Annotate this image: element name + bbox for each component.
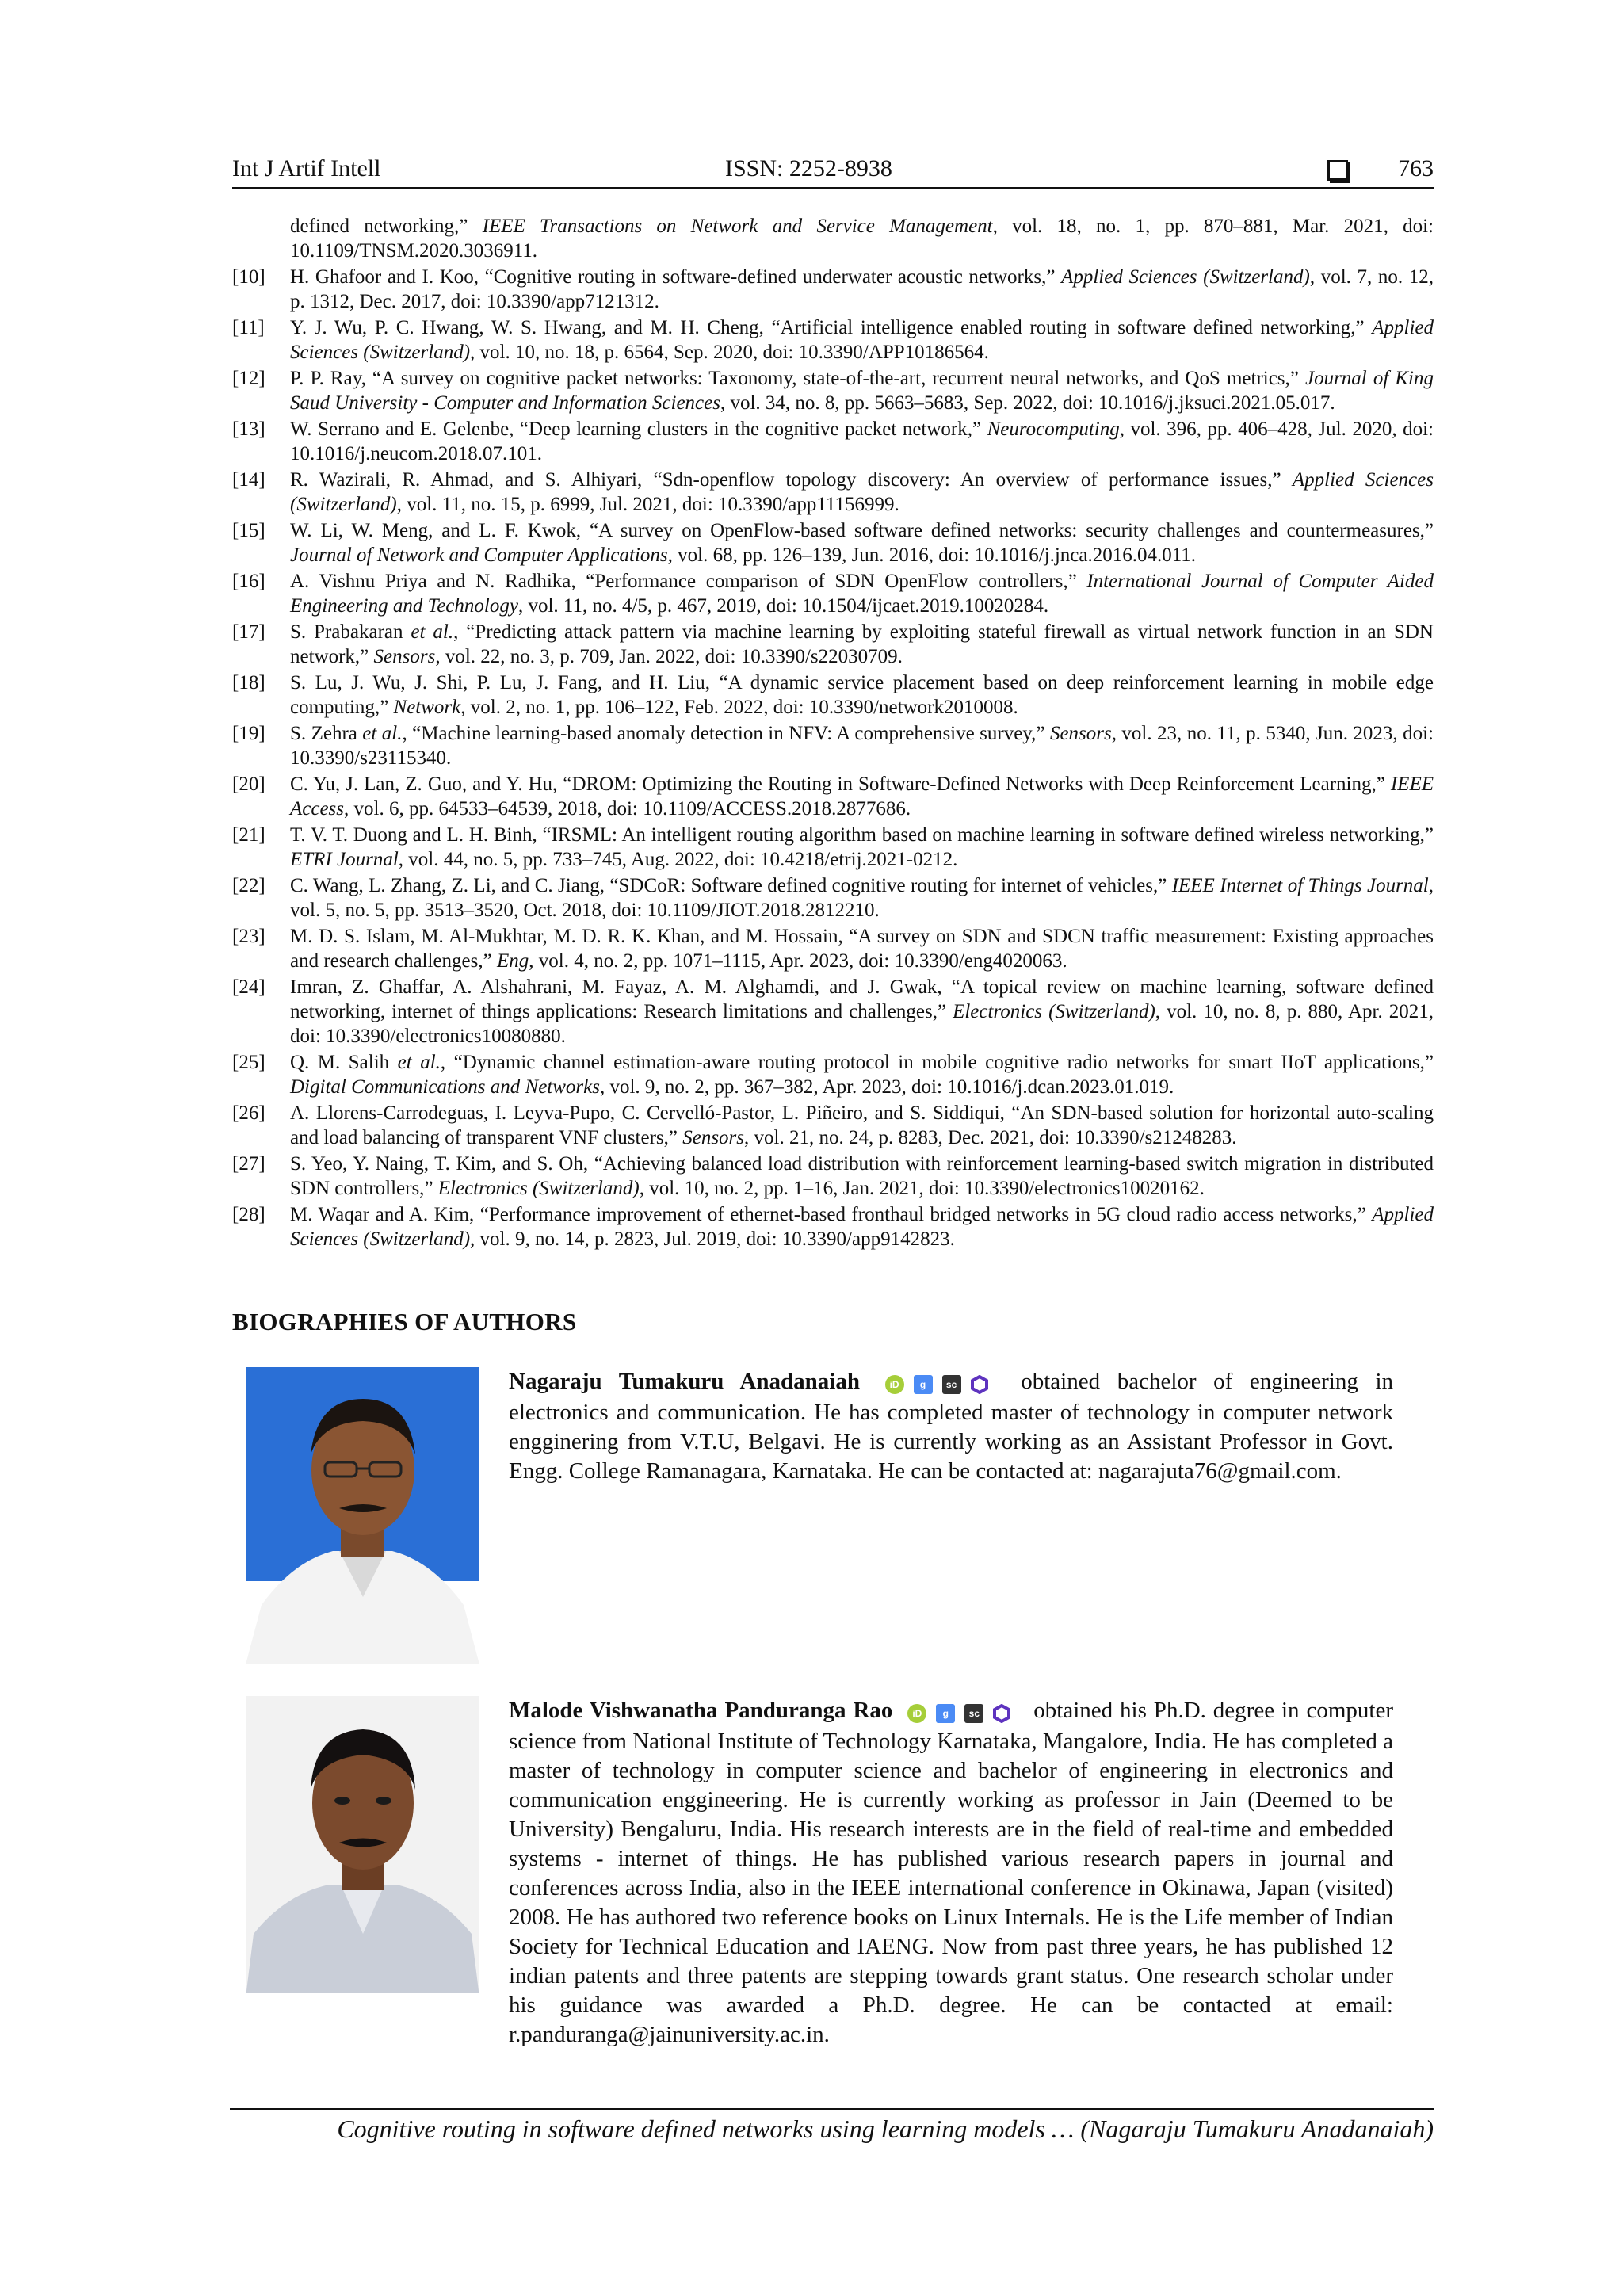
reference-text: S. Lu, J. Wu, J. Shi, P. Lu, J. Fang, and H. Liu, “A dynamic service placement based on deep reinforcement learning in mobile edge computing,” Network, vol. 2, no. 1, pp. 106–122, Feb. 2022, doi: 10.3390/network2010008. — [290, 672, 1434, 718]
reference-item — [232, 315, 1434, 365]
reference-text: T. V. T. Duong and L. H. Binh, “IRSML: An intelligent routing algorithm based on machine learning in software defined wireless networking,” ETRI Journal, vol. 44, no. 5, pp. 733–745, Aug. 2022, doi: 10.4218/etrij.2021-0212. — [290, 824, 1434, 870]
reference-text: P. P. Ray, “A survey on cognitive packet networks: Taxonomy, state-of-the-art, recurrent neural networks, and QoS metrics,” Journal of King Saud University - Computer and Information Sciences, vol. 34, no. 8, pp. 5663–5683, Sep. 2022, doi: 10.1016/j.jksuci.2021.05.017. — [290, 368, 1434, 414]
author-bio-text-1: obtained bachelor of engineering in electronics and communication. He has completed master of technology in computer network engginering from V.T.U, Belgavi. He is currently working as an Assistant Professor in Govt. Engg. College Ramanagara, Karnataka. He can be contacted at: nagarajuta76@gmail.com. — [509, 1369, 1393, 1484]
reference-text: W. Li, W. Meng, and L. F. Kwok, “A survey on OpenFlow-based software defined networks: security challenges and countermeasures,” Journal of Network and Computer Applications, vol. 68, pp. 126–139, Jun. 2016, doi: 10.1016/j.jnca.2016.04.011. — [290, 520, 1434, 566]
reference-number: [21] — [232, 824, 265, 846]
reference-number: [24] — [232, 976, 265, 998]
reference-item — [232, 468, 1434, 517]
checkbox-glyph-icon — [1327, 160, 1348, 181]
reference-item — [232, 670, 1434, 720]
reference-text: S. Prabakaran et al., “Predicting attack pattern via machine learning by exploiting stateful firewall as virtual network function in an SDN network,” Sensors, vol. 22, no. 3, p. 709, Jan. 2022, doi: 10.3390/s22030709. — [290, 621, 1434, 667]
orcid-icon[interactable]: iD — [885, 1375, 904, 1394]
journal-name: Int J Artif Intell — [232, 155, 381, 181]
reference-item — [232, 924, 1434, 973]
reference-item — [232, 975, 1434, 1049]
biographies-heading: BIOGRAPHIES OF AUTHORS — [232, 1308, 577, 1335]
reference-text: R. Wazirali, R. Ahmad, and S. Alhiyari, “Sdn-openflow topology discovery: An overview of performance issues,” Applied Sciences (Switzerland), vol. 11, no. 15, p. 6999, Jul. 2021, doi: 10.3390/app11156999. — [290, 469, 1434, 515]
author-photo-2 — [246, 1696, 479, 1993]
reference-text: A. Vishnu Priya and N. Radhika, “Performance comparison of SDN OpenFlow controllers,” International Journal of Computer Aided Engineering and Technology, vol. 11, no. 4/5, p. 467, 2019, doi: 10.1504/ijcaet.2019.10020284. — [290, 571, 1434, 617]
reference-text: Y. J. Wu, P. C. Hwang, W. S. Hwang, and M. H. Cheng, “Artificial intelligence enabled routing in software defined networking,” Applied Sciences (Switzerland), vol. 10, no. 18, p. 6564, Sep. 2020, doi: 10.3390/APP10186564. — [290, 317, 1434, 363]
author-name-1: Nagaraju Tumakuru Anadanaiah — [509, 1369, 860, 1394]
web-of-science-icon[interactable] — [993, 1704, 1010, 1723]
orcid-icon[interactable]: iD — [907, 1704, 926, 1723]
reference-text: S. Yeo, Y. Naing, T. Kim, and S. Oh, “Achieving balanced load distribution with reinforcement learning-based switch migration in distributed SDN controllers,” Electronics (Switzerland), vol. 10, no. 2, pp. 1–16, Jan. 2021, doi: 10.3390/electronics10020162. — [290, 1153, 1434, 1199]
reference-item — [232, 823, 1434, 872]
google-scholar-icon[interactable]: g — [914, 1375, 933, 1394]
issn: ISSN: 2252-8938 — [725, 155, 892, 181]
reference-item — [232, 518, 1434, 567]
reference-number: [20] — [232, 774, 265, 795]
reference-item — [232, 1101, 1434, 1150]
reference-number: [27] — [232, 1153, 265, 1175]
reference-item — [232, 1152, 1434, 1201]
reference-item — [232, 873, 1434, 923]
running-footer: Cognitive routing in software defined networks using learning models … (Nagaraju Tumakuru Anadanaiah) — [337, 2115, 1434, 2143]
reference-text: W. Serrano and E. Gelenbe, “Deep learning clusters in the cognitive packet network,” Neurocomputing, vol. 396, pp. 406–428, Jul. 2020, doi: 10.1016/j.neucom.2018.07.101. — [290, 418, 1434, 464]
google-scholar-icon[interactable]: g — [936, 1704, 955, 1723]
reference-text: C. Wang, L. Zhang, Z. Li, and C. Jiang, “SDCoR: Software defined cognitive routing for internet of vehicles,” IEEE Internet of Things Journal, vol. 5, no. 5, pp. 3513–3520, Oct. 2018, doi: 10.1109/JIOT.2018.2812210. — [290, 875, 1434, 921]
author-profile-icons-1 — [885, 1369, 998, 1398]
reference-text: M. Waqar and A. Kim, “Performance improvement of ethernet-based fronthaul bridged networks in 5G cloud radio access networks,” Applied Sciences (Switzerland), vol. 9, no. 14, p. 2823, Jul. 2019, doi: 10.3390/app9142823. — [290, 1204, 1434, 1250]
page-number: 763 — [1398, 155, 1434, 181]
reference-item — [232, 366, 1434, 415]
reference-item — [232, 214, 1434, 263]
reference-number: [28] — [232, 1204, 265, 1225]
reference-number: [26] — [232, 1102, 265, 1124]
reference-text: A. Llorens-Carrodeguas, I. Leyva-Pupo, C. Cervelló-Pastor, L. Piñeiro, and S. Siddiqui, “An SDN-based solution for horizontal auto-scaling and load balancing of transparent VNF clusters,” Sensors, vol. 21, no. 24, p. 8283, Dec. 2021, doi: 10.3390/s21248283. — [290, 1102, 1434, 1148]
reference-item — [232, 1202, 1434, 1251]
author-name-2: Malode Vishwanatha Panduranga Rao — [509, 1698, 893, 1723]
reference-text: C. Yu, J. Lan, Z. Guo, and Y. Hu, “DROM: Optimizing the Routing in Software-Defined Networks with Deep Reinforcement Learning,” IEEE Access, vol. 6, pp. 64533–64539, 2018, doi: 10.1109/ACCESS.2018.2877686. — [290, 774, 1434, 819]
reference-text: Imran, Z. Ghaffar, A. Alshahrani, M. Fayaz, A. M. Alghamdi, and J. Gwak, “A topical review on machine learning, software defined networking, internet of things applications: Research limitations and challenges,” Electronics (Switzerland), vol. 10, no. 8, p. 880, Apr. 2021, doi: 10.3390/electronics10080880. — [290, 976, 1434, 1047]
reference-item — [232, 772, 1434, 821]
author-bio-text-2: obtained his Ph.D. degree in computer science from National Institute of Technology Karnataka, Mangalore, India. He has completed a master of technology in computer science and bachelor of engineering in electronics and communication enggineering. He is currently working as professor in Jain (Deemed to be University) Bengaluru, India. His research interests are in the field of real-time and embedded systems - internet of things. He has published various research papers in journal and conferences across India, also in the IEEE international conference in Okinawa, Japan (visited) 2008. He has authored two reference books on Linux Internals. He is the Life member of Indian Society for Technical Education and IAENG. Now from past three years, he has published 12 indian patents and three patents are stepping towards grant status. One research scholar under his guidance was awarded a Ph.D. degree. He can be contacted at email: r.panduranga@jainuniversity.ac.in. — [509, 1698, 1393, 2047]
reference-item — [232, 1050, 1434, 1099]
author-profile-icons-2 — [907, 1698, 1020, 1727]
reference-number: [10] — [232, 266, 265, 288]
reference-number: [19] — [232, 723, 265, 744]
reference-number: [17] — [232, 621, 265, 643]
reference-number: [23] — [232, 926, 265, 947]
reference-number: [15] — [232, 520, 265, 541]
reference-item — [232, 417, 1434, 466]
reference-list — [232, 214, 1434, 1253]
reference-number: [22] — [232, 875, 265, 896]
reference-item — [232, 569, 1434, 618]
reference-number: [13] — [232, 418, 265, 440]
running-header — [232, 155, 1434, 189]
reference-number: [12] — [232, 368, 265, 389]
reference-number: [14] — [232, 469, 265, 491]
reference-number: [11] — [232, 317, 265, 338]
reference-number: [18] — [232, 672, 265, 693]
reference-text: defined networking,” IEEE Transactions on Network and Service Management, vol. 18, no. 1, pp. 870–881, Mar. 2021, doi: 10.1109/TNSM.2020.3036911. — [290, 216, 1434, 262]
reference-item — [232, 721, 1434, 770]
footer-rule — [230, 2108, 1434, 2110]
author-photo-1 — [246, 1367, 479, 1664]
reference-text: H. Ghafoor and I. Koo, “Cognitive routing in software-defined underwater acoustic networks,” Applied Sciences (Switzerland), vol. 7, no. 12, p. 1312, Dec. 2017, doi: 10.3390/app7121312. — [290, 266, 1434, 312]
header-rule — [232, 187, 1434, 189]
reference-item — [232, 265, 1434, 314]
reference-number: [16] — [232, 571, 265, 592]
web-of-science-icon[interactable] — [971, 1375, 988, 1394]
reference-text: S. Zehra et al., “Machine learning-based anomaly detection in NFV: A comprehensive survey,” Sensors, vol. 23, no. 11, p. 5340, Jun. 2023, doi: 10.3390/s23115340. — [290, 723, 1434, 769]
reference-item — [232, 620, 1434, 669]
scopus-icon[interactable]: sc — [964, 1704, 983, 1723]
scopus-icon[interactable]: sc — [942, 1375, 961, 1394]
reference-text: Q. M. Salih et al., “Dynamic channel estimation-aware routing protocol in mobile cognitive radio networks for smart IIoT applications,” Digital Communications and Networks, vol. 9, no. 2, pp. 367–382, Apr. 2023, doi: 10.1016/j.dcan.2023.01.019. — [290, 1052, 1434, 1098]
reference-number: [25] — [232, 1052, 265, 1073]
reference-text: M. D. S. Islam, M. Al-Mukhtar, M. D. R. K. Khan, and M. Hossain, “A survey on SDN and SDCN traffic measurement: Existing approaches and research challenges,” Eng, vol. 4, no. 2, pp. 1071–1115, Apr. 2023, doi: 10.3390/eng4020063. — [290, 926, 1434, 972]
